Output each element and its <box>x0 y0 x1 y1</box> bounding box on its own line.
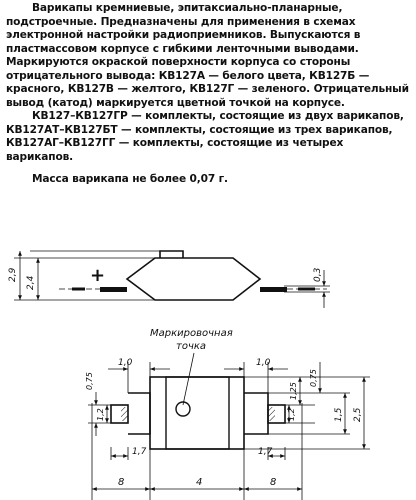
paragraph-kits: КВ127–КВ127ГР — комплекты, состоящие из двух варикапов, КВ127АТ–КВ127БТ — комплекты, состоящие из трех варикапов, КВ127АГ–КВ127ГГ — комплекты, состоящие из четырех варикапов. <box>6 110 404 164</box>
dim-left-tab-width: 1,0 <box>118 358 133 368</box>
technical-drawing <box>0 232 416 500</box>
dim-lead-length-right: 8 <box>270 477 277 488</box>
marking-label-line2: точка <box>176 341 207 352</box>
paragraph-description: Варикапы кремниевые, эпитаксиально-планарные, подстроечные. Предназначены для применения в схемах электронной настройки радиоприемников. Выпускаются в пластмассовом корпусе с гибкими ленточными выводами. Маркируются окраской поверхности корпуса со стороны отрицательного вывода: КВ127А — белого цвета, КВ127Б — красного, КВ127В — желтого, КВ127Г — зеленого. Отрицательный вывод (катод) маркируется цветной точкой на корпусе. <box>6 2 409 109</box>
dim-lead-thickness: 0,3 <box>313 267 323 282</box>
dim-right-1-25: 1,25 <box>289 382 298 400</box>
dim-height-body: 2,4 <box>26 275 36 290</box>
dim-gap-right: 1,7 <box>258 447 273 457</box>
dim-lead-length-left: 8 <box>118 477 125 488</box>
marking-label-line1: Маркировочная <box>150 328 233 339</box>
dim-width-1-5: 1,5 <box>334 407 344 422</box>
dim-right-tab-width: 1,0 <box>256 358 271 368</box>
dim-body-length: 4 <box>196 477 203 488</box>
dim-lead-width-left: 1,2 <box>96 408 105 421</box>
top-view <box>111 377 285 449</box>
description-text <box>6 2 410 186</box>
dim-height-total: 2,9 <box>8 267 18 282</box>
paragraph-mass: Масса варикапа не более 0,07 г. <box>32 172 228 185</box>
dim-gap-left: 1,7 <box>132 447 147 457</box>
dim-lead-width-right: 1,2 <box>287 408 296 421</box>
marking-leader-line <box>183 353 194 405</box>
dim-right-0-75: 0,75 <box>309 369 318 387</box>
plus-sign: + <box>90 265 106 286</box>
dim-width-2-5: 2,5 <box>353 407 363 422</box>
dim-lead-top-offset: 0,75 <box>85 372 94 390</box>
